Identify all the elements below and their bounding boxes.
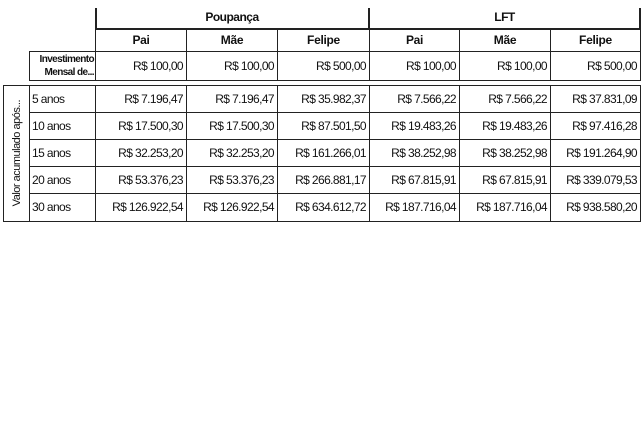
table-cell: R$ 97.416,28 <box>550 112 641 140</box>
table-cell: R$ 126.922,54 <box>186 193 278 222</box>
table-cell: R$ 266.881,17 <box>277 166 370 194</box>
row-label: 5 anos <box>29 85 96 113</box>
subheader-poupanca-mae: Mãe <box>186 29 278 52</box>
investment-label-line1: Investimento <box>39 54 94 65</box>
table-cell: R$ 35.982,37 <box>277 85 370 113</box>
table-cell: R$ 187.716,04 <box>459 193 551 222</box>
table-cell: R$ 7.196,47 <box>95 85 187 113</box>
investment-row-label <box>29 51 96 81</box>
subheader-lft-mae: Mãe <box>459 29 551 52</box>
investment-cell: R$ 100,00 <box>459 51 551 81</box>
row-label: 30 anos <box>29 193 96 222</box>
table-cell: R$ 19.483,26 <box>369 112 460 140</box>
table-cell: R$ 191.264,90 <box>550 139 641 167</box>
investment-cell: R$ 100,00 <box>186 51 278 81</box>
table-cell: R$ 7.566,22 <box>459 85 551 113</box>
subheader-poupanca-felipe: Felipe <box>277 29 370 52</box>
table-cell: R$ 37.831,09 <box>550 85 641 113</box>
group-header-lft: LFT <box>494 10 515 24</box>
table-cell: R$ 32.253,20 <box>95 139 187 167</box>
row-label: 10 anos <box>29 112 96 140</box>
table-cell: R$ 38.252,98 <box>369 139 460 167</box>
investment-cell: R$ 100,00 <box>369 51 460 81</box>
table-cell: R$ 32.253,20 <box>186 139 278 167</box>
table-cell: R$ 67.815,91 <box>369 166 460 194</box>
group-header-poupanca: Poupança <box>205 10 259 24</box>
investment-cell: R$ 100,00 <box>95 51 187 81</box>
table-cell: R$ 19.483,26 <box>459 112 551 140</box>
row-group-label: Valor acumulado após... <box>10 100 23 207</box>
table-cell: R$ 7.196,47 <box>186 85 278 113</box>
table-cell: R$ 161.266,01 <box>277 139 370 167</box>
subheader-lft-pai: Pai <box>369 29 460 52</box>
row-group-label-box <box>3 85 30 222</box>
table-cell: R$ 38.252,98 <box>459 139 551 167</box>
table-cell: R$ 67.815,91 <box>459 166 551 194</box>
table-cell: R$ 339.079,53 <box>550 166 641 194</box>
row-label: 20 anos <box>29 166 96 194</box>
table-cell: R$ 17.500,30 <box>186 112 278 140</box>
table-cell: R$ 53.376,23 <box>186 166 278 194</box>
subheader-lft-felipe: Felipe <box>550 29 641 52</box>
table-cell: R$ 634.612,72 <box>277 193 370 222</box>
table-cell: R$ 187.716,04 <box>369 193 460 222</box>
table-cell: R$ 126.922,54 <box>95 193 187 222</box>
investment-label-line2: Mensal de... <box>44 67 94 78</box>
row-label: 15 anos <box>29 139 96 167</box>
table-cell: R$ 938.580,20 <box>550 193 641 222</box>
investment-cell: R$ 500,00 <box>277 51 370 81</box>
table-cell: R$ 7.566,22 <box>369 85 460 113</box>
table-cell: R$ 17.500,30 <box>95 112 187 140</box>
subheader-poupanca-pai: Pai <box>95 29 187 52</box>
table-cell: R$ 53.376,23 <box>95 166 187 194</box>
table-cell: R$ 87.501,50 <box>277 112 370 140</box>
investment-cell: R$ 500,00 <box>550 51 641 81</box>
